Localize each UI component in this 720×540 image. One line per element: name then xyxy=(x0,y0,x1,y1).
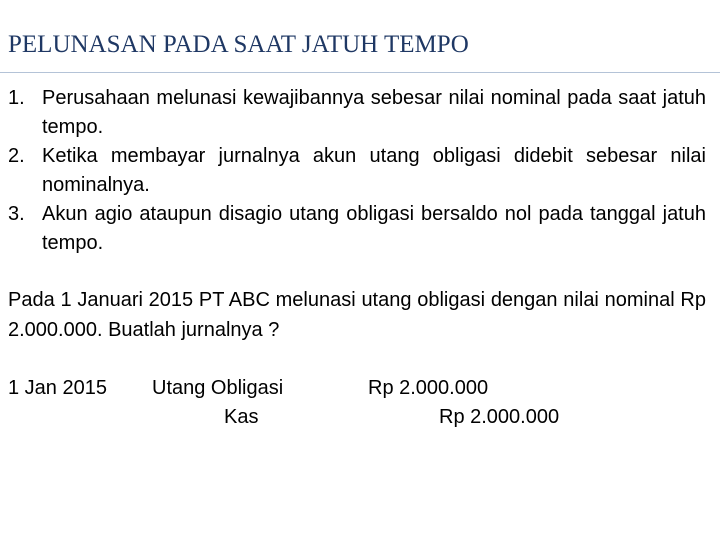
list-item-text: Ketika membayar jurnalnya akun utang obligasi didebit sebesar nilai nominalnya. xyxy=(42,145,706,196)
problem-statement: Pada 1 Januari 2015 PT ABC melunasi utang obligasi dengan nilai nominal Rp 2.000.000. Buatlah jurnalnya ? xyxy=(8,289,706,341)
list-item-text: Perusahaan melunasi kewajibannya sebesar nilai nominal pada saat jatuh tempo. xyxy=(42,87,706,138)
numbered-list xyxy=(8,84,706,258)
list-item xyxy=(8,142,706,200)
list-item-text: Akun agio ataupun disagio utang obligasi bersaldo nol pada tanggal jatuh tempo. xyxy=(42,203,706,254)
journal-debit-amount: Rp 2.000.000 xyxy=(368,377,489,399)
journal-date: 1 Jan 2015 xyxy=(8,377,107,399)
list-item-number: 2. xyxy=(8,145,25,167)
list-item xyxy=(8,84,706,142)
page-title: PELUNASAN PADA SAAT JATUH TEMPO xyxy=(8,31,469,58)
list-item-number: 3. xyxy=(8,203,25,225)
journal-credit-amount: Rp 2.000.000 xyxy=(439,406,560,428)
list-item-number: 1. xyxy=(8,87,25,109)
title-divider xyxy=(0,72,720,73)
journal-credit-account: Kas xyxy=(224,406,259,428)
list-item xyxy=(8,200,706,258)
journal-debit-account: Utang Obligasi xyxy=(152,377,284,399)
